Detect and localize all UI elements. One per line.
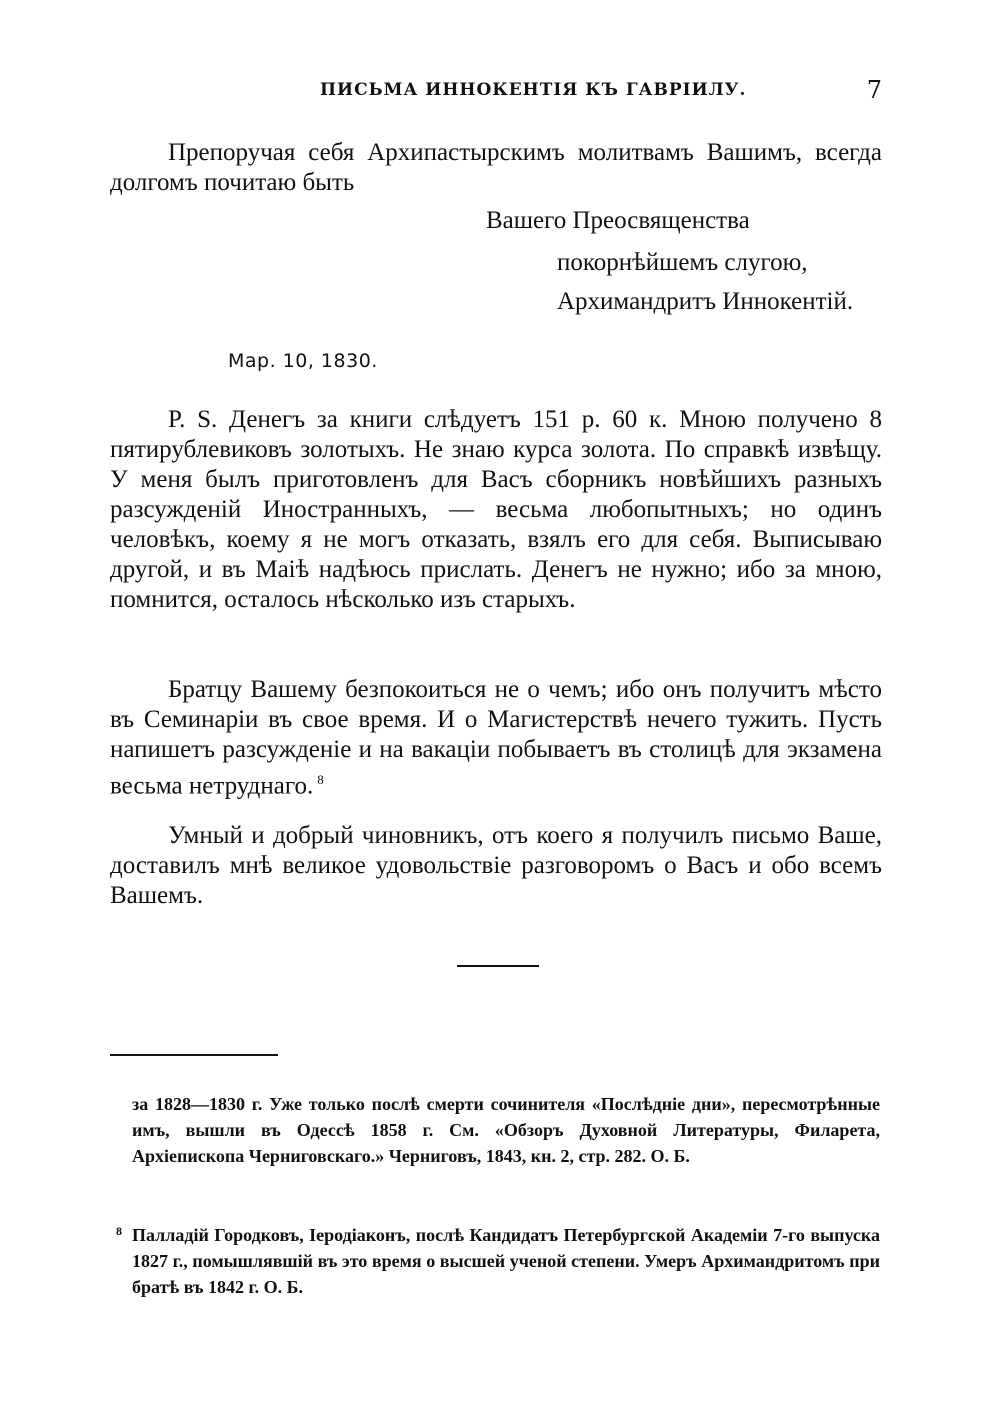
running-head bbox=[110, 78, 882, 108]
brother-paragraph-text: Братцу Вашему безпокоиться не о чемъ; ибо онъ получитъ мѣсто въ Семинаріи въ свое время. И о Магистерствѣ нечего тужить. Пусть напишетъ разсужденіе и на вакаціи побываетъ въ столицѣ для экзамена весьма нетруднаго. bbox=[110, 676, 882, 800]
section-separator bbox=[457, 965, 539, 967]
letter-closing bbox=[110, 138, 882, 198]
footnote-reference: 8 bbox=[317, 772, 324, 787]
footnote-continuation: за 1828—1830 г. Уже только послѣ смерти сочинителя «Послѣдніе дни», пересмотрѣнные имъ, вышли въ Одессѣ 1858 г. См. «Обзоръ Духовной Литературы, Филарета, Архіепископа Черниговскаго.» Черниговъ, 1843, кн. 2, стр. 282. О. Б. bbox=[132, 1094, 880, 1166]
letter-date: Мар. 10, 1830. bbox=[228, 350, 378, 372]
footnote-rule bbox=[110, 1054, 278, 1056]
signature-line-1: Вашего Преосвященства bbox=[486, 207, 750, 234]
page-number: 7 bbox=[866, 76, 882, 104]
closing-text: Препоручая себя Архипастырскимъ молитвамъ Вашимъ, всегда долгомъ почитаю быть bbox=[110, 139, 882, 196]
signature-line-3: Архимандритъ Иннокентій. bbox=[557, 288, 854, 315]
footnote-8-mark: 8 bbox=[116, 1224, 122, 1238]
official-paragraph: Умный и добрый чиновникъ, отъ коего я получилъ письмо Ваше, доставилъ мнѣ великое удовольствіе разговоромъ о Васъ и обо всемъ Вашемъ. bbox=[110, 822, 882, 909]
running-title: ПИСЬМА ИННОКЕНТІЯ КЪ ГАВРІИЛУ. bbox=[320, 80, 747, 100]
signature-line-2: покорнѣйшемъ слугою, bbox=[557, 249, 808, 276]
postscript-paragraph: P. S. Денегъ за книги слѣдуетъ 151 р. 60 к. Мною получено 8 пятирублевиковъ золотыхъ. Не знаю курса золота. По справкѣ извѣщу. У меня былъ приготовленъ для Васъ сборникъ новѣйшихъ разныхъ разсужденій Иностранныхъ, — весьма любопытныхъ; но одинъ человѣкъ, коему я не могъ отказать, взялъ его для себя. Выписываю другой, и въ Маіѣ надѣюсь прислать. Денегъ не нужно; ибо за мною, помнится, осталось нѣсколько изъ старыхъ. bbox=[110, 406, 882, 613]
footnote-8 bbox=[116, 1222, 880, 1300]
footnote-8-text: Палладій Городковъ, Іеродіаконъ, послѣ Кандидатъ Петербургской Академіи 7-го выпуска 1827 г., помышлявшій въ это время о высшей ученой степени. Умеръ Архимандритомъ при братѣ въ 1842 г. О. Б. bbox=[132, 1225, 880, 1297]
brother-paragraph bbox=[110, 675, 882, 801]
